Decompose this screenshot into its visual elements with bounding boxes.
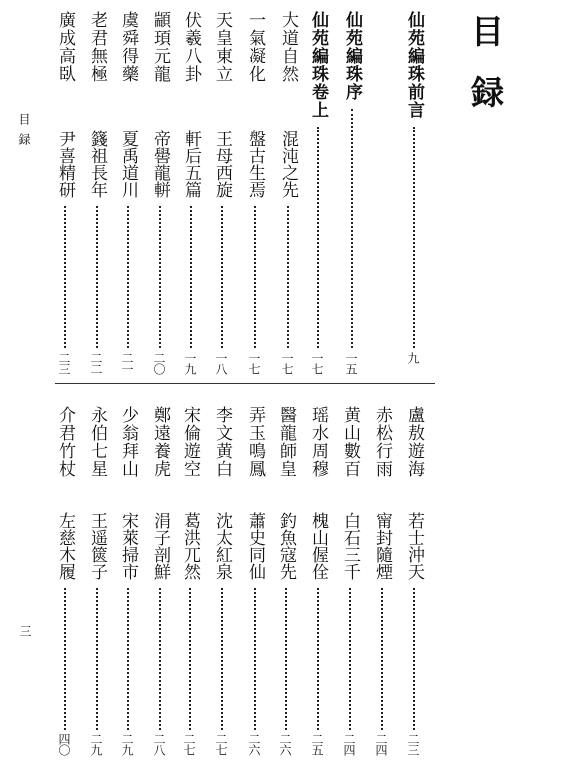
toc-entry[interactable] [151, 11, 171, 376]
toc-entry-title: 伏羲八卦 [181, 11, 201, 83]
toc-leader-dots [159, 206, 161, 348]
toc-entry-title: 老君無極 [87, 11, 107, 83]
toc-entry-subtitle: 槐山偓佺 [308, 512, 328, 580]
toc-entry[interactable] [373, 406, 393, 757]
toc-leader-dots [381, 588, 383, 730]
toc-entry[interactable] [309, 406, 329, 757]
toc-entry[interactable] [246, 406, 266, 757]
toc-page-number: 二六 [247, 733, 261, 755]
toc-page-number: 一七 [280, 352, 294, 374]
toc-entry[interactable] [213, 11, 233, 376]
toc-leader-dots [221, 206, 223, 348]
toc-entry-subtitle: 左慈木履 [55, 512, 75, 580]
toc-entry-subtitle: 甯封隨煙 [372, 512, 392, 580]
toc-leader-dots [351, 109, 353, 348]
toc-entry-title: 鄭遠養虎 [150, 406, 170, 478]
toc-page-number: 二三 [406, 733, 420, 755]
toc-leader-dots [127, 588, 129, 730]
toc-page-number: 一九 [183, 352, 197, 374]
toc-page-number: 二一 [120, 352, 134, 374]
toc-entry-title: 永伯七星 [87, 406, 107, 478]
toc-entry-title: 盧敖遊海 [404, 406, 424, 478]
toc-entry-subtitle: 蕭史同仙 [245, 512, 265, 580]
toc-leader-dots [190, 206, 192, 348]
toc-page-number: 二〇 [152, 352, 166, 374]
toc-entry-subtitle: 盤古生焉 [245, 130, 265, 198]
toc-entry[interactable] [182, 11, 202, 376]
toc-entry-subtitle: 尹喜精研 [55, 130, 75, 198]
toc-leader-dots [254, 206, 256, 348]
toc-entry-subtitle: 帝嚳龍軿 [150, 130, 170, 198]
toc-entry-subtitle: 王遥篋子 [87, 512, 107, 580]
toc-entry-title: 醫龍師皇 [276, 406, 296, 478]
toc-entry-title: 弄玉鳴鳳 [245, 406, 265, 478]
toc-entry-title: 虞舜得藥 [118, 11, 138, 83]
toc-entry[interactable] [213, 406, 233, 757]
toc-entry[interactable] [119, 406, 139, 757]
toc-entry-subtitle: 混沌之先 [278, 130, 298, 198]
toc-entry-title: 李文黄白 [212, 406, 232, 478]
section-divider [55, 383, 435, 384]
toc-leader-dots [159, 588, 161, 730]
toc-page-number: 二三 [57, 352, 71, 374]
toc-page-number: 二五 [310, 733, 324, 755]
toc-entry[interactable] [88, 11, 108, 376]
toc-page-number: 一七 [310, 352, 324, 374]
toc-entry-title: 一氣凝化 [245, 11, 265, 83]
toc-entry[interactable] [181, 406, 201, 757]
toc-entry-subtitle: 王母西旋 [212, 130, 232, 198]
toc-entry-title: 顓頊元龍 [150, 11, 170, 83]
toc-entry[interactable] [151, 406, 171, 757]
toc-page-number: 二七 [182, 733, 196, 755]
toc-page-number: 一七 [247, 352, 261, 374]
toc-entry-subtitle: 夏禹道川 [118, 130, 138, 198]
toc-entry-title: 介君竹杖 [55, 406, 75, 478]
toc-entry[interactable] [277, 406, 297, 757]
toc-entry[interactable] [341, 406, 361, 757]
toc-entry-subtitle: 籛祖長年 [87, 130, 107, 198]
toc-page-number: 二二 [89, 352, 103, 374]
toc-entry[interactable] [309, 11, 329, 376]
toc-entry-title: 廣成高臥 [55, 11, 75, 83]
toc-entry-title: 仙苑編珠前言 [404, 11, 424, 119]
toc-entry-subtitle: 釣魚寇先 [276, 512, 296, 580]
toc-page-number: 二六 [278, 733, 292, 755]
toc-page-number: 二四 [342, 733, 356, 755]
toc-entry-subtitle: 若士沖天 [404, 512, 424, 580]
toc-entry-title: 赤松行雨 [372, 406, 392, 478]
toc-leader-dots [96, 588, 98, 730]
toc-entry[interactable] [405, 406, 425, 757]
toc-leader-dots [287, 206, 289, 348]
toc-leader-dots [96, 206, 98, 348]
toc-leader-dots [413, 588, 415, 730]
page-title: 目録 [466, 14, 505, 136]
toc-entry-subtitle: 沈太紅泉 [212, 512, 232, 580]
toc-page-number: 二九 [89, 733, 103, 755]
toc-leader-dots [317, 588, 319, 730]
toc-leader-dots [64, 588, 66, 730]
toc-leader-dots [285, 588, 287, 730]
toc-leader-dots [127, 206, 129, 348]
toc-entry-title: 仙苑編珠卷上 [308, 11, 328, 119]
toc-page-number: 二七 [214, 733, 228, 755]
toc-entry[interactable] [343, 11, 363, 376]
toc-entry-title: 宋倫遊空 [180, 406, 200, 478]
toc-entry[interactable] [56, 11, 76, 376]
toc-entry[interactable] [88, 406, 108, 757]
toc-leader-dots [221, 588, 223, 730]
toc-leader-dots [254, 588, 256, 730]
toc-page-number: 二九 [120, 733, 134, 755]
toc-leader-dots [189, 588, 191, 730]
toc-entry-subtitle: 白石三千 [340, 512, 360, 580]
toc-entry-title: 天皇東立 [212, 11, 232, 83]
toc-leader-dots [413, 127, 415, 348]
toc-page-number: 二八 [152, 733, 166, 755]
toc-entry[interactable] [119, 11, 139, 376]
toc-leader-dots [64, 206, 66, 348]
toc-entry-title: 少翁拜山 [118, 406, 138, 478]
toc-page-number: 二四 [374, 733, 388, 755]
running-header: 目録 [17, 113, 31, 153]
toc-page-number: 九 [406, 352, 420, 363]
toc-entry-subtitle: 軒后五篇 [181, 130, 201, 198]
toc-page-number: 一五 [344, 352, 358, 374]
toc-entry-title: 黄山數百 [340, 406, 360, 478]
toc-entry-subtitle: 涓子剖鮮 [150, 512, 170, 580]
toc-entry[interactable] [246, 11, 266, 376]
toc-leader-dots [349, 588, 351, 730]
toc-entry-title: 瑶水周穆 [308, 406, 328, 478]
toc-page-number: 四〇 [57, 733, 71, 755]
toc-leader-dots [317, 127, 319, 348]
toc-entry-subtitle: 宋萊掃市 [118, 512, 138, 580]
toc-entry[interactable] [56, 406, 76, 757]
toc-entry-title: 仙苑編珠序 [342, 11, 362, 101]
toc-page-number: 一八 [214, 352, 228, 374]
toc-entry[interactable] [279, 11, 299, 376]
toc-entry[interactable] [405, 11, 425, 376]
toc-entry-title: 大道自然 [278, 11, 298, 83]
page-number: 三 [18, 625, 32, 637]
toc-entry-subtitle: 葛洪兀然 [180, 512, 200, 580]
